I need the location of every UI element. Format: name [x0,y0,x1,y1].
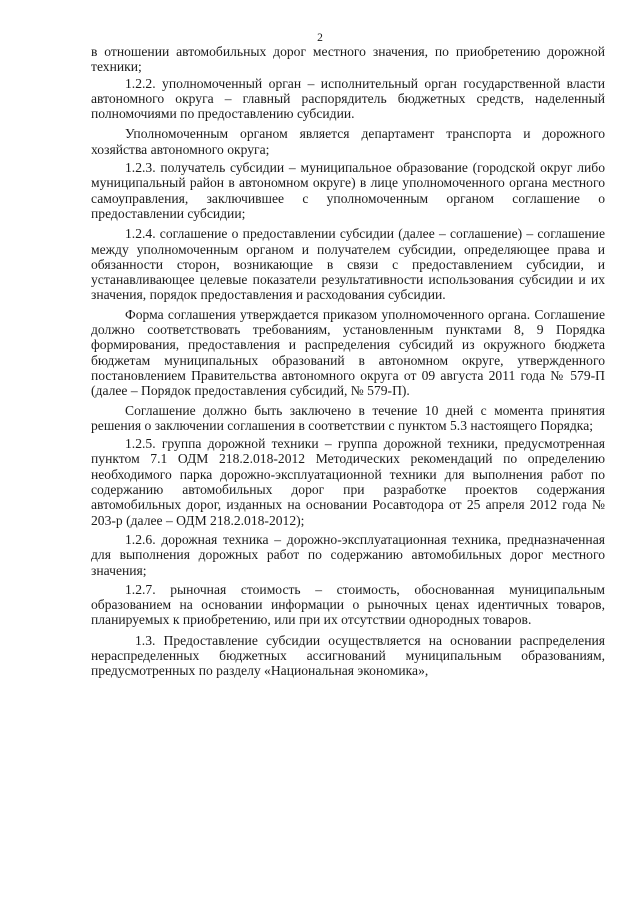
page-number: 2 [317,32,323,44]
paragraph-agreement-term: Соглашение должно быть заключено в течение 10 дней с момента принятия решения о заключении соглашения в соответствии с пунктом 5.3 настоящего Порядка; [91,402,605,433]
paragraph-1-2-4: 1.2.4. соглашение о предоставлении субсидии (далее – соглашение) – соглашение между уполномоченным органом и получателем субсидии, определяющее права и обязанности сторон, возникающие в связи с предоставлением субсидии, и устанавливающее целевые показатели результативности использования субсидии и их значения, порядок предоставления и расходования субсидии. [91,226,605,303]
paragraph-continuation: в отношении автомобильных дорог местного значения, по приобретению дорожной техники; [91,44,605,75]
paragraph-1-2-3: 1.2.3. получатель субсидии – муниципальное образование (городской округ либо муниципальный район в автономном округе) в лице уполномоченного органа местного самоуправления, заключившее с уполномоченным органом соглашение о предоставлении субсидии; [91,160,605,221]
paragraph-1-2-6: 1.2.6. дорожная техника – дорожно-эксплуатационная техника, предназначенная для выполнения дорожных работ по содержанию автомобильных дорог местного значения; [91,531,605,578]
paragraph-authorized-body: Уполномоченным органом является департамент транспорта и дорожного хозяйства автономного округа; [91,126,605,157]
paragraph-1-2-7: 1.2.7. рыночная стоимость – стоимость, обоснованная муниципальным образованием на основании информации о рыночных ценах идентичных товаров, планируемых к приобретению, или при их отсутствии однородных товаров. [91,581,605,628]
paragraph-agreement-form: Форма соглашения утверждается приказом уполномоченного органа. Соглашение должно соответствовать требованиям, установленным пунктами 8, 9 Порядка формирования, предоставления и распределения субсидий из окружного бюджета бюджетам муниципальных образований в автономном округе, утвержденного постановлением Правительства автономного округа от 09 августа 2011 года № 579-П (далее – Порядок предоставления субсидий, № 579-П). [91,306,605,399]
paragraph-1-2-5: 1.2.5. группа дорожной техники – группа дорожной техники, предусмотренная пунктом 7.1 ОДМ 218.2.018-2012 Методических рекомендаций по определению необходимого парка дорожно-эксплуатационной техники для выполнения работ по содержанию автомобильных дорог при разработке проектов содержания автомобильных дорог, изданных на основании Росавтодора от 25 апреля 2012 года № 203-р (далее – ОДМ 218.2.018-2012); [91,436,605,528]
document-body [91,44,605,679]
paragraph-1-2-2: 1.2.2. уполномоченный орган – исполнительный орган государственной власти автономного округа – главный распорядитель бюджетных средств, наделенный полномочиями по предоставлению субсидии. [91,75,605,122]
paragraph-1-3: 1.3. Предоставление субсидии осуществляется на основании распределения нераспределенных бюджетных ассигнований муниципальным образованиям, предусмотренных по разделу «Национальная экономика», [91,632,605,679]
